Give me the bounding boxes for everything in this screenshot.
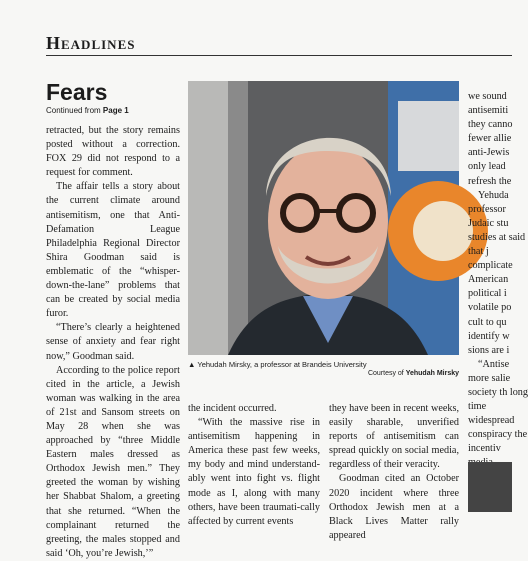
article-column-4 [468,90,528,455]
article-paragraph: “There’s clearly a heightened sense of anxiety and fear right now,” Goodman said. [46,322,180,362]
article-paragraph: “Antise more salie society th long time widespread conspiracy the incentiv [468,358,528,455]
article-photo [188,81,459,355]
article-paragraph: retracted, but the story remains posted without a correction. FOX 29 did not respond to a request for comment. [46,125,180,179]
article-paragraph: According to the police report cited in the article, a Jewish woman was walking in the area of 21st and Sansom streets on May 28 when she was approached by “three Middle Eastern males dressed as Orthodox Jewish men.” They greeted the woman by wishing her Shabbat Shalom, a greeting that she returned. “When the complainant returned the greeting, the males stopped and said ‘Oh, you’re Jewish,’” [46,364,180,559]
credit-prefix: Courtesy of [367,370,406,377]
section-rule [46,55,512,56]
article-title: Fears [46,79,108,105]
article-column-2 [188,402,320,527]
photo-caption [188,360,459,369]
caption-marker-icon: ▲ [188,360,196,369]
article-paragraph: they have been in recent weeks, easily sharable, unverified reports of antisemitism can spread quickly on social media, regardless of their veracity. [329,403,459,471]
portrait-image [188,81,459,355]
article-paragraph: Yehuda professor Judaic stu studies at said that j complicate American political i volatile po cult to qu identify w sions are i [468,189,526,356]
article-paragraph: Goodman cited an October 2020 incident where three Orthodox Jewish men at a Black Lives Matter rally appeared [329,473,459,541]
article-column-3 [329,402,459,541]
caption-text: Yehudah Mirsky, a professor at Brandeis University [197,360,367,369]
dark-sidebar-box [468,462,512,512]
article-paragraph: we sound antisemiti they canno fewer allie anti-Jewis only lead refresh the [468,91,513,187]
article-paragraph: the incident occurred. [188,403,277,414]
section-heading: Headlines [46,33,136,53]
continued-from [46,106,129,115]
photo-credit [188,370,459,377]
article-paragraph: The affair tells a story about the current climate around antisemitism, one that Anti-Defamation League Philadelphia Regional Director Shira Goodman said is emblematic of the “whisper-down-the-lane” problems that can be created by social media furor. [46,181,180,320]
continued-page-link[interactable]: Page 1 [102,106,129,115]
credit-name: Yehudah Mirsky [405,370,459,377]
article-column-1 [46,124,180,559]
article-paragraph: “With the massive rise in antisemitism happening in America these past few weeks, my body and mind understand-ably went into fight vs. flight mode as I, along with many others, have been traumati-cally affected by current events [188,417,320,527]
continued-prefix: Continued from [46,106,103,115]
